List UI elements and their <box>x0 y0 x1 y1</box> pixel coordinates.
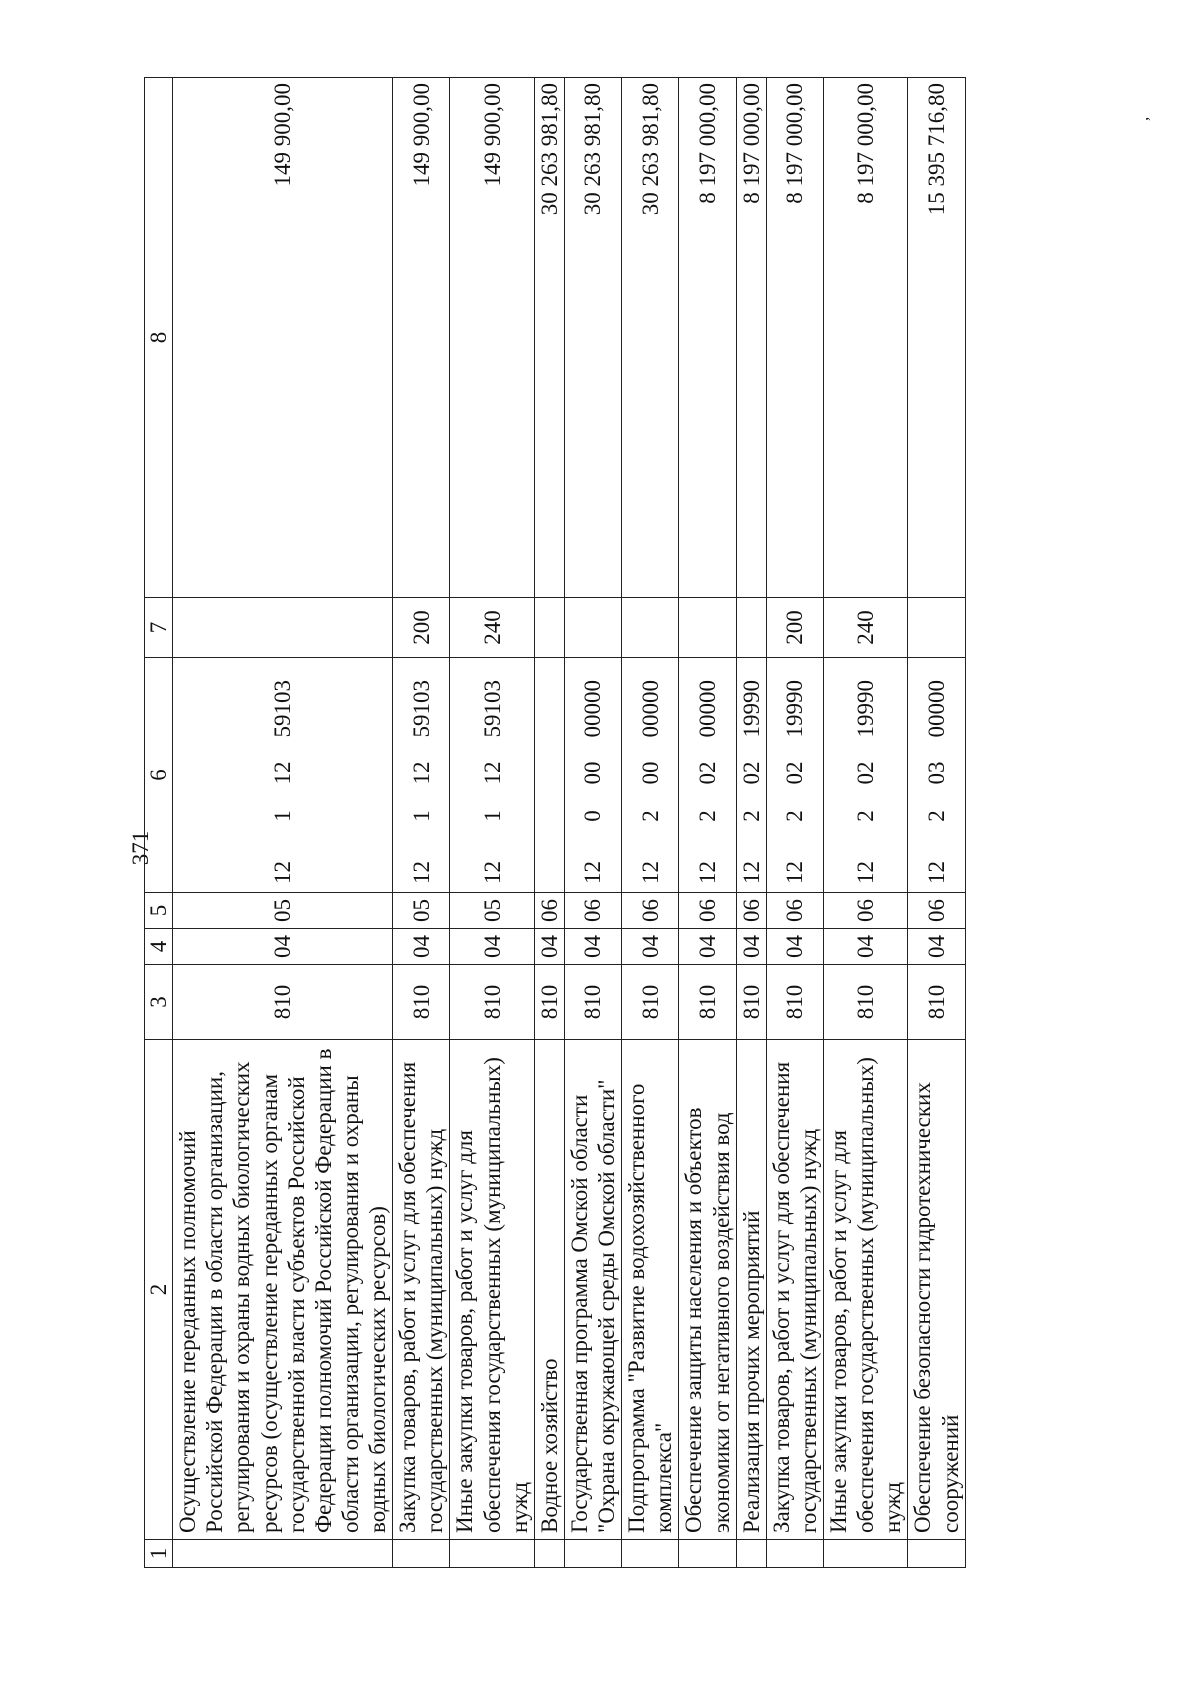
cell-amount: 8 197 000,00 <box>736 78 766 598</box>
cell-col5: 05 <box>173 893 393 929</box>
table-row <box>393 78 450 1568</box>
cell-col4: 04 <box>622 929 679 965</box>
code-part: 12 <box>853 861 879 884</box>
cell-col3: 810 <box>766 965 823 1040</box>
cell-name: Закупка товаров, работ и услуг для обеспечения государственных (муниципальных) нужд <box>766 1040 823 1540</box>
cell-col3: 810 <box>622 965 679 1040</box>
code-part: 12 <box>408 861 434 884</box>
table-row <box>766 78 823 1568</box>
cell-amount: 8 197 000,00 <box>824 78 908 598</box>
code-part: 1 <box>270 810 296 822</box>
cell-amount: 8 197 000,00 <box>679 78 736 598</box>
code-part: 00 <box>580 761 606 785</box>
cell-col7 <box>736 598 766 658</box>
cell-col3: 810 <box>564 965 621 1040</box>
code-part: 00000 <box>637 680 663 738</box>
code-part: 19990 <box>853 680 879 738</box>
table-row <box>564 78 621 1568</box>
cell-target-code <box>173 658 393 893</box>
cell-col3: 810 <box>824 965 908 1040</box>
cell-col5: 05 <box>393 893 450 929</box>
cell-amount: 30 263 981,80 <box>564 78 621 598</box>
column-header: 1 <box>145 1540 173 1568</box>
code-part: 00 <box>637 761 663 785</box>
cell-col3: 810 <box>173 965 393 1040</box>
cell-col4: 04 <box>564 929 621 965</box>
cell-amount: 149 900,00 <box>393 78 450 598</box>
code-part: 2 <box>738 810 764 822</box>
cell-col7: 240 <box>824 598 908 658</box>
cell-target-code <box>534 658 564 893</box>
code-part: 59103 <box>408 680 434 738</box>
cell-col4: 04 <box>534 929 564 965</box>
column-header: 8 <box>145 78 173 598</box>
code-part: 12 <box>580 861 606 884</box>
cell-name: Осуществление переданных полномочий Российской Федерации в области организации, регулирования и охраны водных биологических ресурсов (осуществление переданных органам государственной власти субъектов Российской Федерации полномочий Российской Федерации в области организации, регулирования и охраны водных биологических ресурсов) <box>173 1040 393 1540</box>
cell-col4: 04 <box>736 929 766 965</box>
cell-col7: 200 <box>766 598 823 658</box>
cell-target-code <box>766 658 823 893</box>
cell-col7: 200 <box>393 598 450 658</box>
cell-amount: 8 197 000,00 <box>766 78 823 598</box>
code-part: 12 <box>479 761 505 785</box>
code-part: 02 <box>853 761 879 785</box>
cell-col4: 04 <box>766 929 823 965</box>
code-part: 12 <box>270 861 296 884</box>
code-part: 02 <box>694 761 720 785</box>
cell-col5: 06 <box>564 893 621 929</box>
cell-col1 <box>450 1540 534 1568</box>
code-part: 02 <box>738 761 764 785</box>
cell-col5: 05 <box>450 893 534 929</box>
code-part: 12 <box>479 861 505 884</box>
cell-amount: 149 900,00 <box>450 78 534 598</box>
cell-col3: 810 <box>736 965 766 1040</box>
cell-col4: 04 <box>908 929 965 965</box>
cell-name: Обеспечение безопасности гидротехнических сооружений <box>908 1040 965 1540</box>
code-part: 12 <box>738 861 764 884</box>
cell-col1 <box>564 1540 621 1568</box>
cell-name: Иные закупки товаров, работ и услуг для обеспечения государственных (муниципальных) нужд <box>450 1040 534 1540</box>
code-part: 0 <box>580 810 606 822</box>
code-part: 19990 <box>738 680 764 738</box>
table-row <box>450 78 534 1568</box>
cell-target-code <box>824 658 908 893</box>
cell-name: Водное хозяйство <box>534 1040 564 1540</box>
cell-name: Закупка товаров, работ и услуг для обеспечения государственных (муниципальных) нужд <box>393 1040 450 1540</box>
cell-target-code <box>622 658 679 893</box>
code-part: 2 <box>923 810 949 822</box>
cell-col1 <box>908 1540 965 1568</box>
code-part: 00000 <box>580 680 606 738</box>
cell-name: Государственная программа Омской области "Охрана окружающей среды Омской области" <box>564 1040 621 1540</box>
table-row <box>173 78 393 1568</box>
code-part: 03 <box>923 761 949 785</box>
column-header: 3 <box>145 965 173 1040</box>
column-header: 7 <box>145 598 173 658</box>
cell-col1 <box>622 1540 679 1568</box>
code-part: 12 <box>408 761 434 785</box>
cell-col3: 810 <box>908 965 965 1040</box>
code-part: 59103 <box>479 680 505 738</box>
code-part: 12 <box>270 761 296 785</box>
cell-col4: 04 <box>679 929 736 965</box>
cell-target-code <box>736 658 766 893</box>
header-row <box>145 78 173 1568</box>
table-row <box>908 78 965 1568</box>
cell-col3: 810 <box>679 965 736 1040</box>
cell-col7 <box>622 598 679 658</box>
cell-amount: 30 263 981,80 <box>534 78 564 598</box>
cell-col5: 06 <box>766 893 823 929</box>
cell-col5: 06 <box>908 893 965 929</box>
column-header: 6 <box>145 658 173 893</box>
cell-col5: 06 <box>679 893 736 929</box>
scan-mark: ʼ <box>1143 116 1161 122</box>
code-part: 12 <box>782 861 808 884</box>
cell-col7: 240 <box>450 598 534 658</box>
column-header: 2 <box>145 1040 173 1540</box>
cell-amount: 15 395 716,80 <box>908 78 965 598</box>
code-part: 2 <box>853 810 879 822</box>
table-row <box>824 78 908 1568</box>
code-part: 19990 <box>782 680 808 738</box>
code-part: 02 <box>782 761 808 785</box>
page-number: 371 <box>128 830 153 866</box>
cell-col1 <box>824 1540 908 1568</box>
cell-col5: 06 <box>622 893 679 929</box>
code-part: 12 <box>694 861 720 884</box>
code-part: 2 <box>782 810 808 822</box>
cell-col1 <box>766 1540 823 1568</box>
cell-target-code <box>564 658 621 893</box>
cell-name: Иные закупки товаров, работ и услуг для обеспечения государственных (муниципальных) нужд <box>824 1040 908 1540</box>
cell-col1 <box>534 1540 564 1568</box>
cell-target-code <box>679 658 736 893</box>
cell-col4: 04 <box>450 929 534 965</box>
cell-name: Реализация прочих мероприятий <box>736 1040 766 1540</box>
cell-target-code <box>393 658 450 893</box>
cell-col5: 06 <box>534 893 564 929</box>
code-part: 2 <box>694 810 720 822</box>
column-header: 4 <box>145 929 173 965</box>
cell-col3: 810 <box>534 965 564 1040</box>
cell-col7 <box>679 598 736 658</box>
cell-name: Подпрограмма "Развитие водохозяйственного комплекса" <box>622 1040 679 1540</box>
cell-amount: 149 900,00 <box>173 78 393 598</box>
cell-col4: 04 <box>173 929 393 965</box>
cell-col1 <box>736 1540 766 1568</box>
cell-col7 <box>173 598 393 658</box>
cell-amount: 30 263 981,80 <box>622 78 679 598</box>
code-part: 59103 <box>270 680 296 738</box>
cell-col4: 04 <box>824 929 908 965</box>
code-part: 12 <box>923 861 949 884</box>
cell-col1 <box>679 1540 736 1568</box>
cell-col1 <box>393 1540 450 1568</box>
budget-table <box>144 77 966 1568</box>
cell-col7 <box>564 598 621 658</box>
cell-col4: 04 <box>393 929 450 965</box>
cell-col3: 810 <box>450 965 534 1040</box>
cell-target-code <box>908 658 965 893</box>
rotated-table-container <box>144 78 1044 1568</box>
table-row <box>622 78 679 1568</box>
cell-col7 <box>534 598 564 658</box>
column-header: 5 <box>145 893 173 929</box>
cell-col5: 06 <box>736 893 766 929</box>
cell-name: Обеспечение защиты населения и объектов экономики от негативного воздействия вод <box>679 1040 736 1540</box>
table-row <box>534 78 564 1568</box>
cell-col7 <box>908 598 965 658</box>
code-part: 12 <box>637 861 663 884</box>
code-part: 00000 <box>923 680 949 738</box>
table-row <box>679 78 736 1568</box>
cell-col3: 810 <box>393 965 450 1040</box>
code-part: 1 <box>479 810 505 822</box>
cell-col5: 06 <box>824 893 908 929</box>
cell-target-code <box>450 658 534 893</box>
code-part: 00000 <box>694 680 720 738</box>
cell-col1 <box>173 1540 393 1568</box>
table-row <box>736 78 766 1568</box>
code-part: 2 <box>637 810 663 822</box>
code-part: 1 <box>408 810 434 822</box>
